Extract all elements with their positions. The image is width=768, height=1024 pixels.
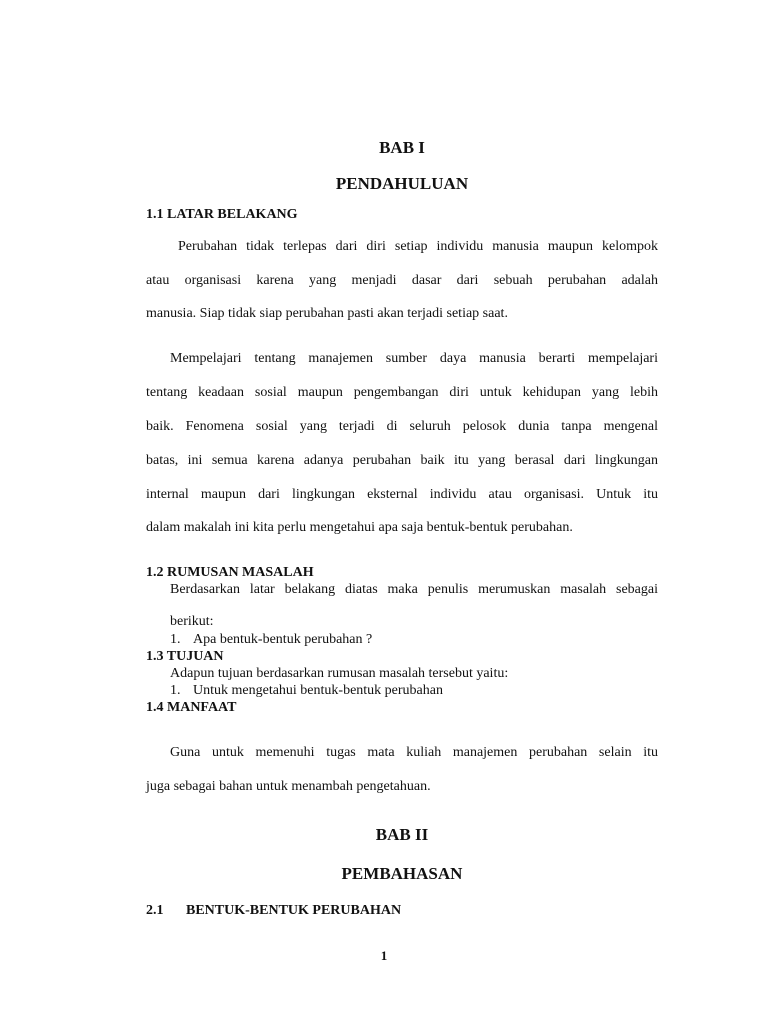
section-heading-1-3: 1.3 TUJUAN (146, 649, 224, 664)
section-title: BENTUK-BENTUK PERUBAHAN (186, 903, 402, 918)
section-heading-2-1 (146, 903, 401, 919)
section-number: 2.1 (146, 903, 164, 918)
paragraph-line: berikut: (170, 614, 214, 629)
paragraph-line: batas, ini semua karena adanya perubahan baik itu yang berasal dari lingkungan (146, 453, 658, 468)
list-item (170, 632, 372, 648)
paragraph-line: manusia. Siap tidak siap perubahan pasti akan terjadi setiap saat. (146, 306, 508, 321)
section-heading-1-4: 1.4 MANFAAT (146, 700, 237, 715)
paragraph-line: atau organisasi karena yang menjadi dasar dari sebuah perubahan adalah (146, 273, 658, 288)
paragraph-line: Berdasarkan latar belakang diatas maka penulis merumuskan masalah sebagai (170, 582, 658, 597)
paragraph-line: Adapun tujuan berdasarkan rumusan masalah tersebut yaitu: (170, 666, 509, 681)
chapter-subtitle: PEMBAHASAN (341, 864, 463, 883)
paragraph-line: baik. Fenomena sosial yang terjadi di seluruh pelosok dunia tanpa mengenal (146, 419, 658, 434)
paragraph-line: tentang keadaan sosial maupun pengembangan diri untuk kehidupan yang lebih (146, 385, 658, 400)
section-heading-1-1: 1.1 LATAR BELAKANG (146, 207, 298, 222)
paragraph-line: Perubahan tidak terlepas dari diri setiap individu manusia maupun kelompok (178, 239, 658, 254)
paragraph-line: internal maupun dari lingkungan eksternal individu atau organisasi. Untuk itu (146, 487, 658, 502)
list-item-number: 1. (170, 683, 181, 698)
paragraph-line: Guna untuk memenuhi tugas mata kuliah manajemen perubahan selain itu (170, 745, 658, 760)
chapter-title: BAB I (379, 138, 425, 157)
list-item-number: 1. (170, 632, 181, 647)
paragraph-line: Mempelajari tentang manajemen sumber daya manusia berarti mempelajari (170, 351, 658, 366)
chapter-title: BAB II (375, 825, 429, 844)
page-number: 1 (380, 948, 388, 963)
paragraph-line: dalam makalah ini kita perlu mengetahui apa saja bentuk-bentuk perubahan. (146, 520, 573, 535)
list-item-text: Untuk mengetahui bentuk-bentuk perubahan (193, 683, 443, 698)
list-item-text: Apa bentuk-bentuk perubahan ? (193, 632, 373, 647)
section-heading-1-2: 1.2 RUMUSAN MASALAH (146, 565, 314, 580)
list-item (170, 683, 443, 699)
paragraph-line: juga sebagai bahan untuk menambah pengetahuan. (146, 779, 431, 794)
chapter-subtitle: PENDAHULUAN (335, 174, 469, 193)
